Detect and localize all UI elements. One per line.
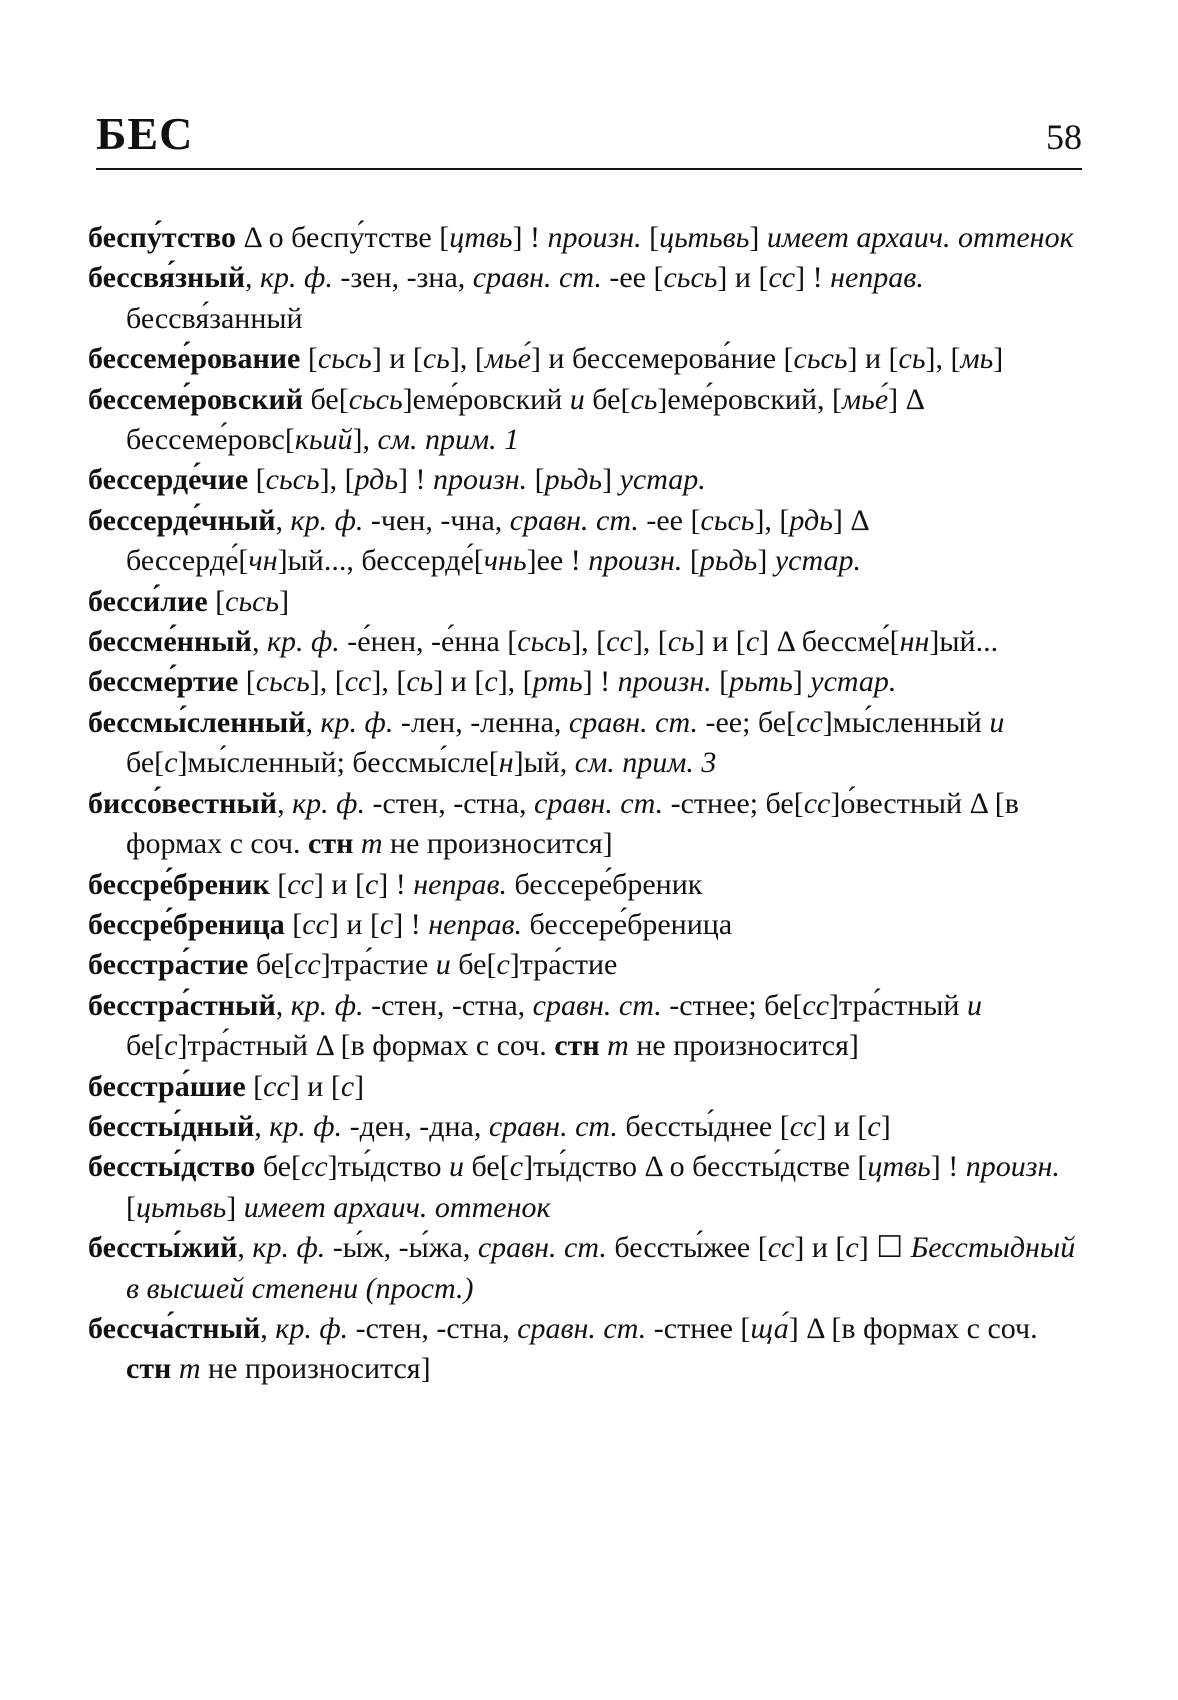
entry-text: бе[ xyxy=(126,1029,165,1063)
entry-text: -ы́ж, -ы́жа, xyxy=(325,1231,478,1265)
entry-text: [ xyxy=(527,463,545,497)
dictionary-entry xyxy=(88,784,1088,865)
headword: бессерде́чный xyxy=(88,503,276,537)
transcription: с xyxy=(364,867,379,901)
transcription: сс xyxy=(802,988,830,1022)
grammar-label: кр. ф. xyxy=(320,705,394,739)
transcription: с xyxy=(379,907,394,941)
entry-text: бе[ xyxy=(255,1150,301,1184)
page-number: 58 xyxy=(1046,117,1082,157)
transcription: ща́ xyxy=(750,1311,789,1345)
grammar-label: сравн. ст. xyxy=(517,1311,647,1345)
headword: биссо́вестный xyxy=(88,786,278,820)
grammar-label: кр. ф. xyxy=(290,503,364,537)
dictionary-entries xyxy=(88,218,1088,1390)
entry-text: ] xyxy=(757,544,775,578)
dictionary-entry xyxy=(88,662,1088,702)
entry-text: -ее [ xyxy=(638,503,701,537)
headword: бессерде́чие xyxy=(88,463,249,497)
entry-text: ]еме́ровский, [ xyxy=(657,382,843,416)
entry-text: -ден, -дна, xyxy=(342,1109,489,1143)
grammar-label: сравн. ст. xyxy=(509,503,639,537)
entry-text: бе[ xyxy=(584,382,631,416)
entry-text: ], [ xyxy=(497,665,533,699)
entry-text: не произносится] xyxy=(382,827,613,861)
entry-text: бессты́днее [ xyxy=(617,1109,790,1143)
entry-text: [ xyxy=(269,867,288,901)
headword: бесси́лие xyxy=(88,584,208,618)
entry-text: ]тра́стие xyxy=(320,948,436,982)
entry-text: -ее; бе[ xyxy=(697,705,797,739)
grammar-label: кр. ф. xyxy=(260,261,333,295)
entry-text: [ xyxy=(711,665,730,699)
entry-text: -стнее; бе[ xyxy=(661,988,803,1022)
transcription: сс xyxy=(263,1069,290,1103)
entry-text: бе[ xyxy=(450,948,497,982)
grammar-label: кр. ф. xyxy=(292,786,365,820)
entry-text: , xyxy=(275,503,291,537)
entry-text: ]еме́ровский xyxy=(402,382,570,416)
transcription: с xyxy=(340,1069,355,1103)
dictionary-entry xyxy=(88,218,1088,258)
entry-text: ] и [ xyxy=(847,342,899,376)
dictionary-entry xyxy=(88,986,1088,1067)
grammar-label: имеет архаич. оттенок xyxy=(243,1190,551,1224)
entry-text: бессере́бреница xyxy=(522,907,733,941)
entry-text: ] xyxy=(354,1069,365,1103)
entry-text: [ xyxy=(682,544,700,578)
dictionary-entry xyxy=(88,865,1088,905)
entry-text: [ xyxy=(300,342,318,376)
grammar-label: неправ. xyxy=(413,867,508,901)
grammar-label: кр. ф. xyxy=(266,625,340,659)
grammar-label: и xyxy=(569,382,585,416)
transcription: сс xyxy=(606,625,633,659)
dictionary-entry xyxy=(88,380,1088,461)
entry-text: -чен, -чна, xyxy=(363,503,510,537)
headword: бессмы́сленный xyxy=(88,705,306,739)
entry-text: ] ! xyxy=(393,907,429,941)
grammar-label: см. прим. 1 xyxy=(377,423,520,457)
entry-text: ]тра́стие xyxy=(509,948,618,982)
transcription: сьсь xyxy=(348,382,403,416)
grammar-label: и xyxy=(967,988,982,1022)
grammar-label: и xyxy=(989,705,1005,739)
entry-text: [ xyxy=(248,463,266,497)
entry-text: ] ☐ xyxy=(858,1231,911,1265)
transcription: с xyxy=(164,1029,178,1063)
transcription: с xyxy=(867,1109,881,1143)
dictionary-entry xyxy=(88,1228,1088,1309)
grammar-label: произн. xyxy=(965,1150,1060,1184)
transcription: чн xyxy=(248,544,278,578)
entry-text: , xyxy=(277,786,293,820)
grammar-label: устар. xyxy=(810,665,897,699)
transcription: рдь xyxy=(354,463,399,497)
transcription: сьсь xyxy=(517,625,572,659)
entry-text: ]ый... xyxy=(929,625,999,659)
transcription: сьсь xyxy=(700,503,755,537)
headword: бесстра́шие xyxy=(88,1069,246,1103)
entry-text: не произносится] xyxy=(200,1352,431,1386)
grammar-label: сравн. ст. xyxy=(472,261,602,295)
headword: беспу́тство xyxy=(88,221,237,254)
entry-text: бессвя́занный xyxy=(126,301,303,335)
entry-text: ]ый, xyxy=(513,746,575,780)
entry-text: ] Δ бессме́[ xyxy=(759,625,900,659)
entry-text: ] и [ xyxy=(328,907,380,941)
transcription: сс xyxy=(789,1109,817,1143)
letter-cluster: стн xyxy=(554,1029,600,1063)
dictionary-entry xyxy=(88,582,1088,622)
entry-text: -стен, -стна, xyxy=(348,1311,518,1345)
grammar-label: устар. xyxy=(619,463,706,497)
grammar-label: неправ. xyxy=(830,261,924,295)
transcription: сс xyxy=(796,705,823,739)
entry-text xyxy=(353,827,361,860)
dictionary-entry xyxy=(88,1309,1088,1390)
entry-text: ], [ xyxy=(309,665,345,699)
grammar-label: Бесстыдный в высшей степени (прост.) xyxy=(126,1231,1076,1305)
transcription: с xyxy=(164,746,178,780)
entry-text: ] xyxy=(602,463,620,497)
transcription: мье́ xyxy=(842,382,889,416)
entry-text: ] ! xyxy=(512,221,548,254)
dictionary-entry xyxy=(88,1107,1088,1147)
grammar-label: сравн. ст. xyxy=(477,1231,607,1265)
entry-text xyxy=(171,1352,179,1385)
entry-text: ], [ xyxy=(925,342,961,376)
headword: бессме́ртие xyxy=(88,665,239,699)
grammar-label: и xyxy=(449,1150,465,1184)
transcription: с xyxy=(484,665,498,699)
transcription: т xyxy=(178,1352,201,1386)
letter-cluster: стн xyxy=(126,1352,172,1386)
entry-text: ] ! xyxy=(398,463,433,497)
transcription: сс xyxy=(803,786,831,820)
entry-text: , xyxy=(245,261,261,295)
entry-text: , xyxy=(237,1231,253,1265)
transcription: сьсь xyxy=(225,584,280,618)
entry-text: ] xyxy=(279,584,290,618)
entry-text: ] ! xyxy=(378,867,414,901)
entry-text: -стнее [ xyxy=(646,1311,751,1345)
transcription: сс xyxy=(768,261,796,295)
grammar-label: кр. ф. xyxy=(252,1231,326,1265)
transcription: цтвь xyxy=(867,1150,931,1184)
transcription: сс xyxy=(344,665,372,699)
entry-text: ] и [ xyxy=(694,625,746,659)
transcription: сь xyxy=(406,665,434,699)
entry-text: ] и [ xyxy=(289,1069,341,1103)
headword: бессвя́зный xyxy=(88,261,246,295)
grammar-label: произн. xyxy=(617,665,712,699)
grammar-label: неправ. xyxy=(428,907,523,941)
entry-text: ] xyxy=(993,342,1004,376)
entry-text: ]мы́сленный; бессмы́сле[ xyxy=(177,746,499,780)
entry-text: ], [ xyxy=(754,503,790,537)
transcription: рть xyxy=(532,665,583,699)
transcription: сс xyxy=(302,907,329,941)
transcription: т xyxy=(607,1029,629,1063)
transcription: нн xyxy=(899,625,930,659)
transcription: рьдь xyxy=(699,544,758,578)
entry-text: бессере́бреник xyxy=(507,867,703,901)
entry-text: , xyxy=(251,625,267,659)
entry-text: бе[ xyxy=(303,382,349,416)
entry-text: ] xyxy=(880,1109,891,1143)
entry-text: ] и [ xyxy=(371,342,423,376)
entry-text: ] ! xyxy=(582,665,618,699)
entry-text: Δ о беспу́тстве [ xyxy=(236,221,450,254)
entry-text: [ xyxy=(284,907,303,941)
transcription: сс xyxy=(294,948,321,982)
grammar-label: кр. ф. xyxy=(269,1109,343,1143)
entry-text: ]ты́дство xyxy=(327,1150,450,1184)
transcription: сьсь xyxy=(663,261,718,295)
entry-text: ] xyxy=(226,1190,244,1224)
entry-text: ] Δ бессеме́ровс[ xyxy=(126,382,924,457)
entry-text: ] и [ xyxy=(433,665,485,699)
transcription: сь xyxy=(898,342,926,376)
grammar-label: кр. ф. xyxy=(290,988,364,1022)
grammar-label: и xyxy=(435,948,451,982)
entry-text: [ xyxy=(245,1069,264,1103)
grammar-label: устар. xyxy=(774,544,861,578)
entry-text: , xyxy=(275,988,291,1022)
grammar-label: см. прим. 3 xyxy=(574,746,717,780)
dictionary-entry xyxy=(88,905,1088,945)
entry-text: ] Δ бессерде́[ xyxy=(126,503,868,578)
grammar-label: сравн. ст. xyxy=(568,705,698,739)
dictionary-entry xyxy=(88,258,1088,339)
entry-text: ]тра́стный xyxy=(829,988,967,1022)
transcription: т xyxy=(360,827,383,861)
transcription: рьть xyxy=(729,665,793,699)
entry-text: [ xyxy=(641,221,660,254)
grammar-label: произн. xyxy=(433,463,528,497)
entry-text: ], [ xyxy=(319,463,355,497)
entry-text: ] и [ xyxy=(717,261,769,295)
headword: бессты́жий xyxy=(88,1231,238,1265)
grammar-label: произн. xyxy=(547,221,642,254)
dictionary-entry xyxy=(88,501,1088,582)
entry-text: ]ый..., бессерде́[ xyxy=(277,544,484,578)
transcription: н xyxy=(498,746,514,780)
grammar-label: сравн. ст. xyxy=(534,786,664,820)
headword: бессре́бреник xyxy=(88,867,270,901)
transcription: цтвь xyxy=(449,221,513,254)
transcription: мь xyxy=(960,342,994,376)
entry-text: ] ! xyxy=(795,261,831,295)
entry-text: , xyxy=(305,705,321,739)
grammar-label: произн. xyxy=(588,544,683,578)
transcription: рьдь xyxy=(544,463,603,497)
dictionary-entry xyxy=(88,339,1088,379)
entry-text: -зен, -зна, xyxy=(332,261,473,295)
dictionary-entry xyxy=(88,1067,1088,1107)
headword: бессме́нный xyxy=(88,625,252,659)
entry-text: -ее [ xyxy=(601,261,664,295)
entry-text: не произносится] xyxy=(628,1029,859,1063)
grammar-label: имеет архаич. оттенок xyxy=(766,221,1074,254)
transcription: сьсь xyxy=(317,342,372,376)
entry-text: ] и [ xyxy=(816,1109,868,1143)
transcription: сс xyxy=(767,1231,795,1265)
transcription: цьтьвь xyxy=(659,221,750,254)
entry-text: -стен, -стна, xyxy=(364,786,535,820)
transcription: сьсь xyxy=(265,463,320,497)
entry-text: ], [ xyxy=(449,342,485,376)
headword: бесстра́стный xyxy=(88,988,276,1022)
dictionary-entry xyxy=(88,622,1088,662)
entry-text: бе[ xyxy=(126,746,165,780)
transcription: с xyxy=(496,948,510,982)
headword: бессеме́ровский xyxy=(88,382,304,416)
letter-cluster: стн xyxy=(308,827,354,861)
transcription: с xyxy=(745,625,760,659)
grammar-label: сравн. ст. xyxy=(488,1109,618,1143)
headword: бессеме́рование xyxy=(88,342,301,376)
entry-text: ]ее ! xyxy=(526,544,589,578)
entry-text: [ xyxy=(126,1190,136,1224)
transcription: сьсь xyxy=(793,342,848,376)
transcription: кьий xyxy=(294,423,353,457)
headword: бессре́бреница xyxy=(88,907,285,941)
entry-text: ] и [ xyxy=(313,867,365,901)
entry-text: ]тра́стный Δ [в формах с соч. xyxy=(177,1029,555,1063)
transcription: сь xyxy=(630,382,658,416)
entry-text: ]о́вестный Δ [в формах с соч. xyxy=(126,786,1019,861)
dictionary-entry xyxy=(88,1147,1088,1228)
entry-text: , xyxy=(260,1311,276,1345)
entry-text: ]мы́сленный xyxy=(822,705,990,739)
headword: бессты́дство xyxy=(88,1150,256,1184)
entry-text: ] xyxy=(792,665,811,699)
entry-text: ], [ xyxy=(571,625,607,659)
entry-text: ] ! xyxy=(930,1150,966,1184)
headword: бесстра́стие xyxy=(88,948,249,982)
transcription: сс xyxy=(301,1150,328,1184)
entry-text: [ xyxy=(238,665,256,699)
dictionary-entry xyxy=(88,703,1088,784)
entry-text: ], [ xyxy=(371,665,407,699)
transcription: сс xyxy=(287,867,314,901)
entry-text: , xyxy=(254,1109,270,1143)
entry-text: ], [ xyxy=(632,625,668,659)
entry-text: ], xyxy=(352,423,378,457)
transcription: чнь xyxy=(483,544,527,578)
transcription: сьсь xyxy=(255,665,310,699)
dictionary-entry xyxy=(88,460,1088,500)
entry-text: бессты́жее [ xyxy=(606,1231,768,1265)
transcription: мье́ xyxy=(484,342,531,376)
grammar-label: кр. ф. xyxy=(275,1311,349,1345)
entry-text: ]ты́дство Δ о бессты́дстве [ xyxy=(523,1150,868,1184)
transcription: с xyxy=(845,1231,859,1265)
running-head: БЕС xyxy=(96,108,194,159)
transcription: рдь xyxy=(789,503,833,537)
entry-text: бе[ xyxy=(464,1150,510,1184)
entry-text: ] и бессемерова́ние [ xyxy=(530,342,794,376)
entry-text: -лен, -ленна, xyxy=(393,705,569,739)
entry-text: -стнее; бе[ xyxy=(663,786,804,820)
dictionary-entry xyxy=(88,945,1088,985)
entry-text: ] и [ xyxy=(794,1231,846,1265)
entry-text: -е́нен, -е́нна [ xyxy=(339,625,518,659)
entry-text: -стен, -стна, xyxy=(363,988,533,1022)
page-header xyxy=(96,108,1082,170)
headword: бессты́дный xyxy=(88,1109,255,1143)
transcription: с xyxy=(509,1150,524,1184)
entry-text: бе[ xyxy=(248,948,295,982)
entry-text: ] xyxy=(749,221,767,254)
transcription: сь xyxy=(667,625,695,659)
grammar-label: сравн. ст. xyxy=(532,988,662,1022)
headword: бессча́стный xyxy=(88,1311,261,1345)
transcription: цьтьвь xyxy=(136,1190,227,1224)
entry-text: [ xyxy=(207,584,226,618)
transcription: сь xyxy=(422,342,450,376)
entry-text: ] Δ [в формах с соч. xyxy=(788,1311,1038,1345)
